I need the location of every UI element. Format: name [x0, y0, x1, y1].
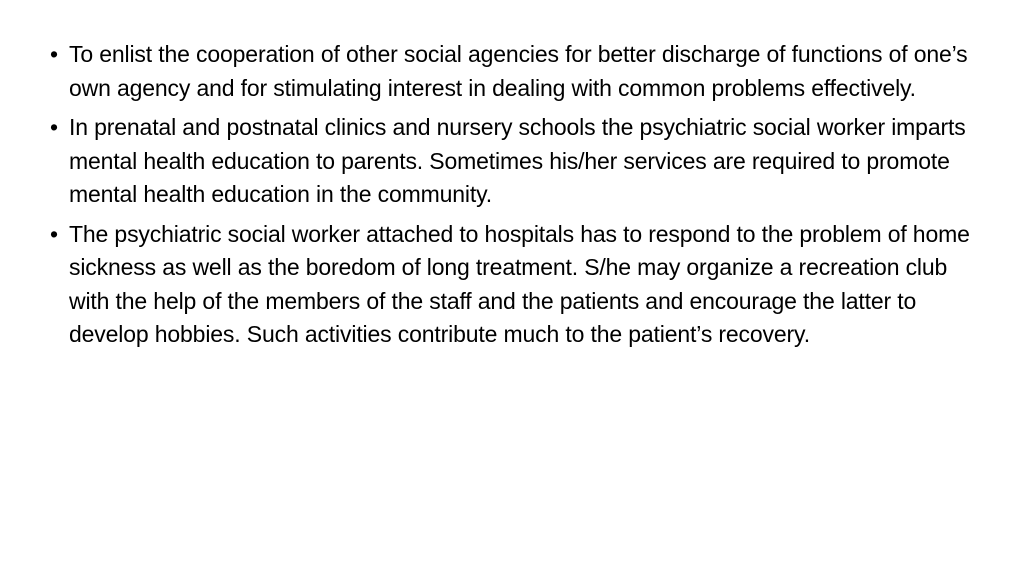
bullet-list	[46, 38, 976, 358]
bullet-text: In prenatal and postnatal clinics and nursery schools the psychiatric social worker imparts mental health education to parents. Sometimes his/her services are required to promote mental health education in the community.	[69, 114, 966, 207]
bullet-item-1	[46, 38, 976, 105]
bullet-dot-icon: •	[50, 41, 58, 67]
bullet-item-2	[46, 111, 976, 212]
bullet-dot-icon: •	[50, 220, 58, 247]
bullet-text: To enlist the cooperation of other social agencies for better discharge of functions of one’s own agency and for stimulating interest in dealing with common problems effectively.	[69, 41, 968, 101]
bullet-item-3	[46, 218, 976, 352]
bullet-text: The psychiatric social worker attached to hospitals has to respond to the problem of home sickness as well as the boredom of long treatment. S/he may organize a recreation club with the help of the members of the staff and the patients and encourage the latter to develop hobbies. Such activities contribute much to the patient’s recovery.	[69, 220, 970, 347]
bullet-dot-icon: •	[50, 114, 58, 140]
